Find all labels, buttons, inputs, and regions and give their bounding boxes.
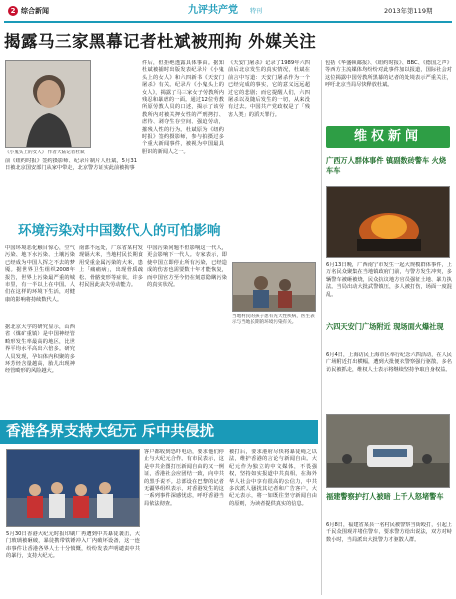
article1-col3: 《天安门屠杀》记录了1989年六四前后北京发生的真实情况，杜斌在前言中写道：天安门屠杀作为一个已经完成的事实，它的意义远远超过它的悲剧；而它提醒人们，六四屠杀以及随后发生的一切，从来没有过去。中国共产党政权是了「残害人类」的滔天罪行。	[228, 60, 310, 118]
article3-photo-image	[7, 450, 140, 527]
sidebar-story1-body: 6月13日晚，广西南宁市发生一起大规模群体事件，上万名民众聚集在当地镇政府门前，与警方发生冲突，多辆警车被砸被烧，民众抗议地方官员强征土地、暴力执法。当局出动大批武警镇压，多人被打伤，场面一度混乱。	[326, 262, 452, 298]
article2-col4: 中国污染问题不但影响这一代人，更会影响下一代人。专家表示，即使中国立即停止所有污染，已经造成的伤害也需要数十年才能恢复，而中国官方至今仍在刻意隐瞒污染的真实状况。	[147, 245, 227, 289]
masthead-title: 九评共产党	[188, 5, 238, 16]
sidebar-divider	[321, 60, 322, 595]
article2-col1: 中国环境恶化触目惊心，空气污染、地下水污染、土壤污染已经成为中国人挥之不去的梦魇。据世界卫生组织2008年报告，世界上污染最严重的城市里，有一半以上在中国。人们在这样的环境下生活，对健康的影响将持续数代人。	[5, 245, 75, 303]
sidebar-story2-title: 六四天安门广场附近 现场面火爆社现	[326, 322, 444, 331]
article2-photo-image	[233, 263, 316, 312]
article1-col2: 件后，但拒绝透露具体事由。据知杜斌被捕时出版发表纪录片《小鬼头上的女人》和六四新书《天安门屠杀》有关。纪录片《小鬼头上的女人》，揭露了马三家女子劳教所内残忍和暴虐的一面。通过12位劳教所原劳教人员的口述，揭示了该劳教所内对被关押女性的严刑拷打、虐待、剥夺生存空间、强迫劳动，摧残人性的行为。杜斌原为《纽约时报》签约摄影师，参与拍摄过多个重大新闻事件，被视为中国最具胆识的新闻人之一。	[142, 60, 224, 155]
issue-number: 2013年第119期	[384, 7, 433, 15]
sidebar-story1-title: 广西万人群体事件 镇副数砖警车 火烧车车	[326, 156, 447, 175]
page-header	[4, 4, 452, 24]
article1-col1: 前《纽约时报》签约摄影师、纪录片制片人杜斌，5月31日被北京国安部门从家中带走，北京警方证实此前被拘事	[5, 158, 137, 172]
article2-photo	[232, 262, 316, 312]
article1-photo	[5, 60, 91, 148]
sidebar-story3-body: 6月8日，福建省某县一名村民被警察当街殴打，引起上千民众围观并堵住警车，要求警方给出说法，双方对峙数小时，当局派出大批警力才驱散人群。	[326, 522, 452, 543]
article2-headline: 环境污染对中国数代人的可怕影响	[18, 223, 221, 239]
article3-headline: 香港各界支持大纪元 斥中共侵扰	[6, 424, 215, 440]
header-rule	[4, 21, 452, 23]
sidebar-story3-title: 福建警察护打人被暗 上千人怒堵警车	[326, 492, 444, 501]
article2-col3: 南部不远处，广东省某村发现镉大米，当地村民长期食用受重金属污染的大米，患上「痛痛病」，出现骨质疏松、骨骼变形等症状，许多村民因此丧失劳动能力。	[79, 245, 143, 289]
section-title: 综合新闻	[21, 7, 49, 15]
article3-photo	[6, 449, 140, 527]
sidebar-story3-photo-image	[327, 415, 450, 488]
article1-headline: 揭露马三家黑幕记者杜斌被刑拘 外媒关注	[4, 32, 317, 51]
article2-col2: 据北京大学的研究显示，山西省（煤矿重镇）是中国神经管畸形发生率最高的地区，比世界平均水平高出六倍多。研究人员发现，孕妇体内积聚的多环芳烃含量越高，胎儿出现神经管畸形的风险越大。	[5, 324, 75, 375]
sidebar-story1-photo-image	[327, 187, 450, 258]
article3-col3: 被打后，要求港府尽快将暴徒绳之以法，维护香港的言论与新闻自由。大纪元作为独立的中文媒体，不畏强权，坚持如实报道中共真相，在海外华人社会中享有很高的公信力，中共多次派人骚扰其记者和广告客户。大纪元表示，将一如既往坚守新闻自由的原则，为读者提供真实的信息。	[229, 449, 317, 507]
page-number: 2	[10, 7, 16, 15]
sidebar-intro: 包括《华盛顿邮报》、《纽约时报》、BBC、《德国之声》等西方主流媒体均纷纷对此事件加以报道，国际社会对这位揭露中国劳教所黑幕的记者的处境表示严重关注，呼吁北京当局尽快释放杜斌。	[325, 60, 452, 89]
sidebar-banner-title: 维权新闻	[353, 129, 422, 144]
sidebar-story3-photo	[326, 414, 450, 488]
sidebar-story2-body: 6月4日，上海访民上海市区举行纪念六四活动，在人民广场附近打出横幅，遭到大批便衣警察强行驱散，多名访民被抓走，维权人士表示将继续坚持争取自身权益。	[326, 352, 452, 373]
article1-photo-caption: 《小鬼头上的女人》 作者大陆记者杜斌	[5, 150, 85, 155]
article1-photo-image	[6, 61, 91, 148]
article3-col1: 5月30日香港大纪元时报印刷厂再遭到中共暴徒袭击，大门玻璃被砸破，暴徒携带铁锤冲入厂内破坏设备，这一连串事件让香港各界人士十分愤慨，纷纷发表声明谴责中共的暴行，支持大纪元。	[6, 531, 140, 560]
sidebar-story1-photo	[326, 186, 450, 258]
article3-col2: 客户都收到恐吓电话，要求他们停止与大纪元合作。有市民表示，这是中共企图打压新闻自由的又一例证，香港社会应团结一致，向中共的黑手说不。总部设在巴黎的记者无疆界组织表示，对香港发生的这一系列事件深感忧虑，呼吁香港当局依法彻查。	[144, 449, 224, 507]
article2-photo-caption: 当地村民的孩子患有先天性疾病，医生表示与当地长期的环境污染有关。	[232, 314, 315, 325]
masthead-suffix: 特刊	[250, 8, 263, 15]
